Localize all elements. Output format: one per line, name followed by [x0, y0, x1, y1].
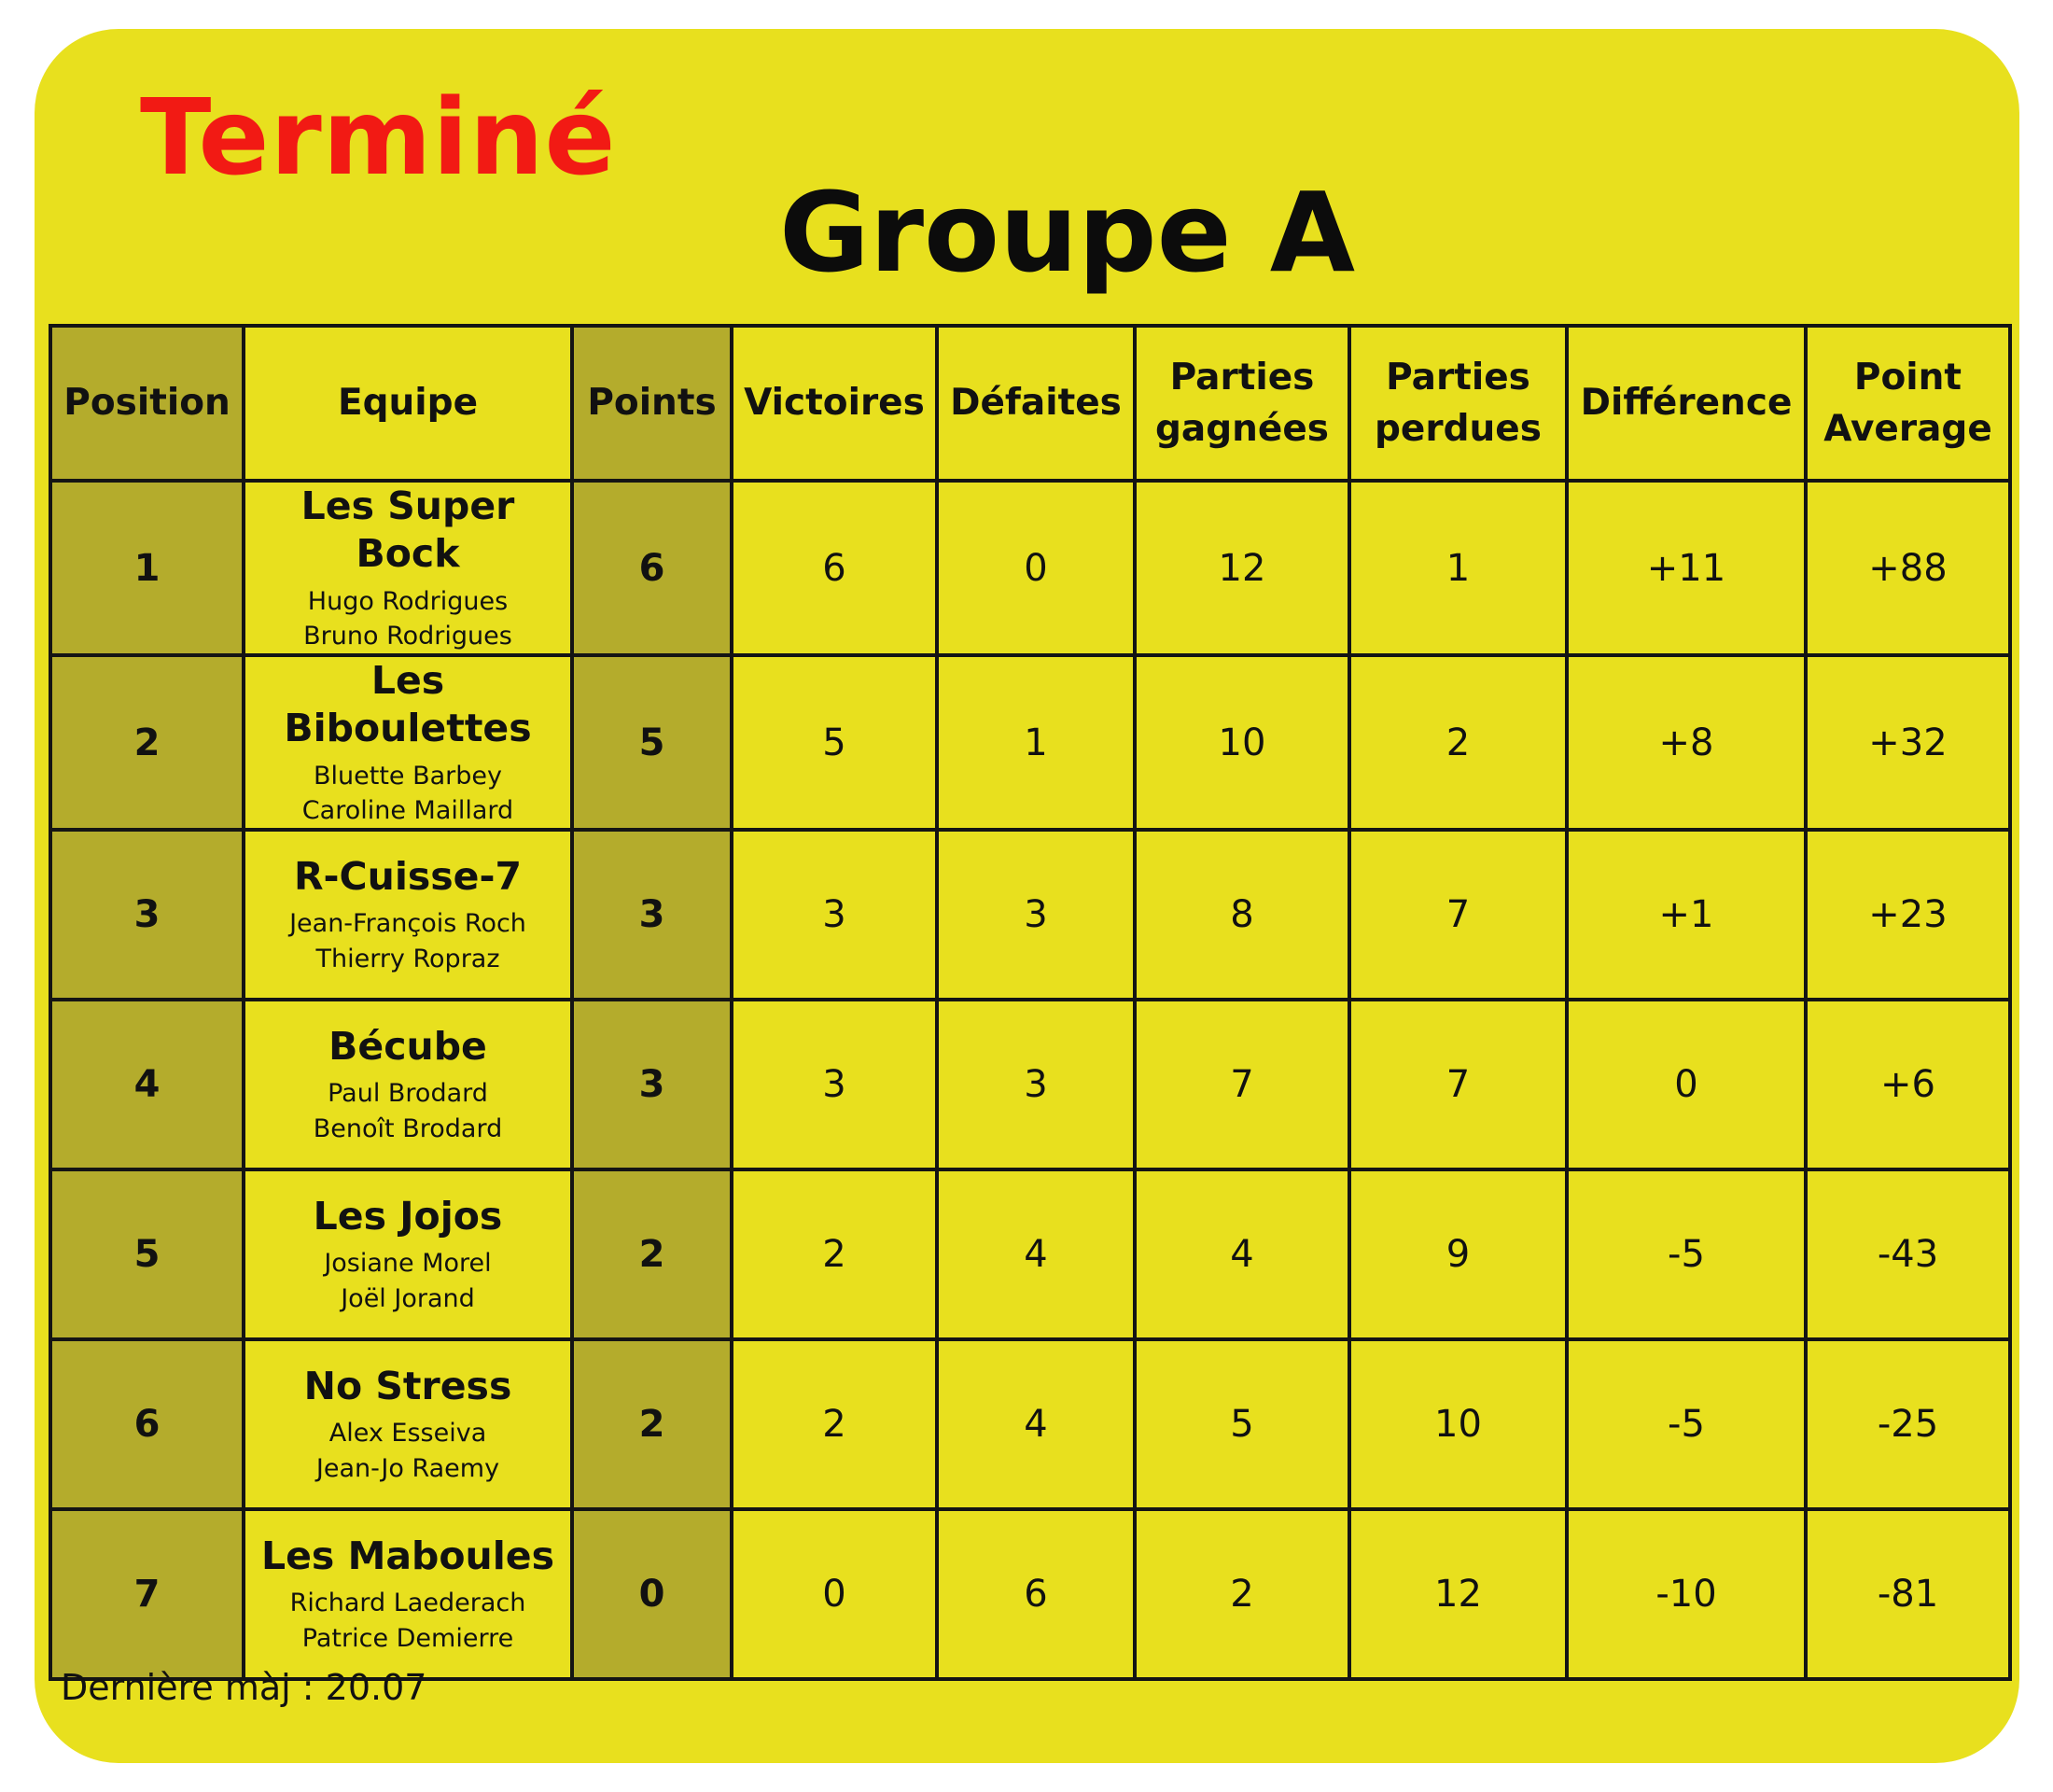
header-games-won: Parties gagnées	[1135, 326, 1349, 481]
games-won-cell: 12	[1135, 481, 1349, 655]
header-games-lost: Parties perdues	[1349, 326, 1567, 481]
team-cell	[244, 481, 572, 655]
position-cell: 1	[50, 481, 244, 655]
header-losses: Défaites	[937, 326, 1135, 481]
position-cell: 5	[50, 1169, 244, 1339]
difference-cell: +11	[1567, 481, 1806, 655]
wins-cell: 3	[732, 1000, 937, 1169]
player-name: Jean-Jo Raemy	[315, 1453, 500, 1483]
player-name: Benoît Brodard	[313, 1113, 503, 1143]
team-cell	[244, 1169, 572, 1339]
losses-cell: 6	[937, 1509, 1135, 1679]
wins-cell: 2	[732, 1339, 937, 1509]
point-average-cell: +88	[1806, 481, 2010, 655]
player-name: Hugo Rodrigues	[307, 586, 509, 616]
losses-cell: 4	[937, 1339, 1135, 1509]
points-cell: 5	[572, 655, 732, 830]
header-point-average: Point Average	[1806, 326, 2010, 481]
games-lost-cell: 1	[1349, 481, 1567, 655]
last-update-label: Dernière màj : 20.07	[61, 1667, 427, 1708]
team-cell	[244, 1000, 572, 1169]
point-average-cell: -81	[1806, 1509, 2010, 1679]
table-row	[50, 1000, 2010, 1169]
player-name: Bruno Rodrigues	[303, 621, 512, 651]
table-row	[50, 1509, 2010, 1679]
player-name: Patrice Demierre	[301, 1623, 514, 1653]
losses-cell: 1	[937, 655, 1135, 830]
position-cell: 3	[50, 830, 244, 1000]
position-cell: 7	[50, 1509, 244, 1679]
player-name: Jean-François Roch	[289, 909, 526, 939]
table-row	[50, 481, 2010, 655]
team-name: Les Biboulettes	[284, 658, 532, 751]
wins-cell: 0	[732, 1509, 937, 1679]
table-row	[50, 655, 2010, 830]
player-name: Josiane Morel	[324, 1249, 492, 1279]
difference-cell: +8	[1567, 655, 1806, 830]
team-name: Les Maboules	[260, 1533, 555, 1579]
team-name: R-Cuisse-7	[293, 854, 523, 900]
points-cell: 6	[572, 481, 732, 655]
wins-cell: 5	[732, 655, 937, 830]
games-won-cell: 10	[1135, 655, 1349, 830]
games-lost-cell: 2	[1349, 655, 1567, 830]
team-cell	[244, 1509, 572, 1679]
difference-cell: 0	[1567, 1000, 1806, 1169]
position-cell: 4	[50, 1000, 244, 1169]
points-cell: 3	[572, 830, 732, 1000]
team-name: No Stress	[303, 1364, 512, 1409]
points-cell: 2	[572, 1339, 732, 1509]
losses-cell: 4	[937, 1169, 1135, 1339]
point-average-cell: -43	[1806, 1169, 2010, 1339]
table-row	[50, 1169, 2010, 1339]
header-wins: Victoires	[732, 326, 937, 481]
points-cell: 2	[572, 1169, 732, 1339]
wins-cell: 3	[732, 830, 937, 1000]
table-row	[50, 830, 2010, 1000]
table-row	[50, 1339, 2010, 1509]
difference-cell: -10	[1567, 1509, 1806, 1679]
points-cell: 3	[572, 1000, 732, 1169]
team-cell	[244, 830, 572, 1000]
team-name: Bécube	[328, 1024, 487, 1070]
player-name: Bluette Barbey	[313, 761, 502, 791]
team-name: Les Super Bock	[300, 483, 515, 577]
header-difference: Différence	[1567, 326, 1806, 481]
games-lost-cell: 7	[1349, 1000, 1567, 1169]
group-title: Groupe A	[779, 168, 1356, 297]
position-cell: 2	[50, 655, 244, 830]
point-average-cell: +32	[1806, 655, 2010, 830]
losses-cell: 0	[937, 481, 1135, 655]
games-won-cell: 4	[1135, 1169, 1349, 1339]
player-name: Caroline Maillard	[301, 795, 514, 825]
player-name: Thierry Ropraz	[315, 944, 500, 973]
losses-cell: 3	[937, 1000, 1135, 1169]
points-cell: 0	[572, 1509, 732, 1679]
standings-table	[49, 324, 2012, 1681]
point-average-cell: -25	[1806, 1339, 2010, 1509]
header-row	[50, 326, 2010, 481]
header-points: Points	[572, 326, 732, 481]
losses-cell: 3	[937, 830, 1135, 1000]
games-won-cell: 8	[1135, 830, 1349, 1000]
team-cell	[244, 1339, 572, 1509]
header-position: Position	[50, 326, 244, 481]
team-cell	[244, 655, 572, 830]
point-average-cell: +6	[1806, 1000, 2010, 1169]
games-lost-cell: 12	[1349, 1509, 1567, 1679]
point-average-cell: +23	[1806, 830, 2010, 1000]
difference-cell: -5	[1567, 1339, 1806, 1509]
difference-cell: +1	[1567, 830, 1806, 1000]
games-won-cell: 5	[1135, 1339, 1349, 1509]
games-won-cell: 7	[1135, 1000, 1349, 1169]
games-lost-cell: 9	[1349, 1169, 1567, 1339]
player-name: Joël Jorand	[341, 1283, 475, 1313]
games-lost-cell: 7	[1349, 830, 1567, 1000]
player-name: Alex Esseiva	[328, 1419, 487, 1449]
games-won-cell: 2	[1135, 1509, 1349, 1679]
difference-cell: -5	[1567, 1169, 1806, 1339]
team-name: Les Jojos	[313, 1194, 503, 1239]
wins-cell: 6	[732, 481, 937, 655]
status-label: Terminé	[140, 77, 617, 199]
games-lost-cell: 10	[1349, 1339, 1567, 1509]
player-name: Richard Laederach	[289, 1589, 526, 1618]
player-name: Paul Brodard	[328, 1079, 488, 1109]
header-team: Equipe	[244, 326, 572, 481]
wins-cell: 2	[732, 1169, 937, 1339]
position-cell: 6	[50, 1339, 244, 1509]
